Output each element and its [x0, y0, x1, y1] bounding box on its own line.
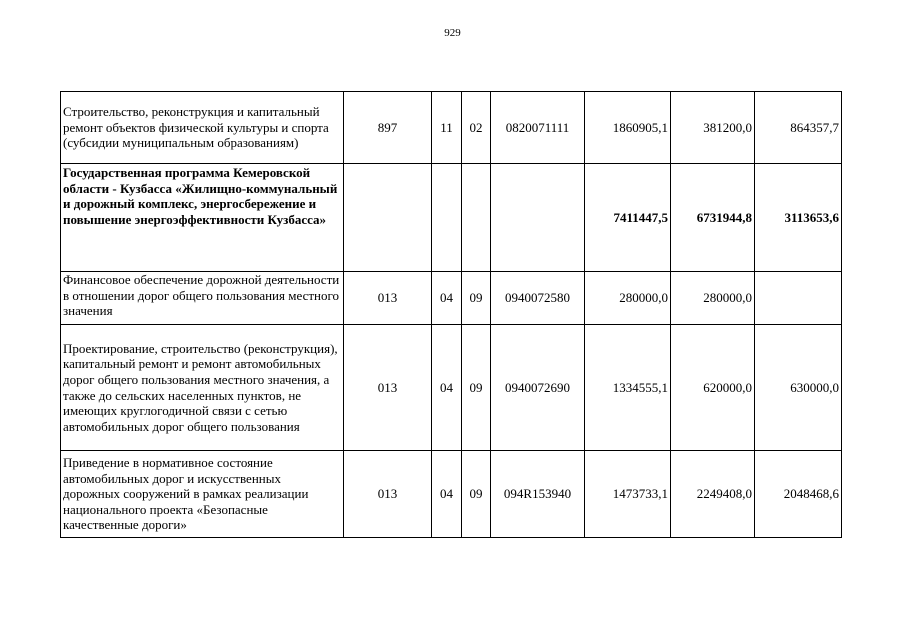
- row-name-cell: Приведение в нормативное состояние автомобильных дорог и искусственных дорожных сооружений в рамках реализации национального проекта «Безопасные качественные дороги»: [61, 451, 344, 538]
- amount-cell-3: 3113653,6: [755, 164, 842, 272]
- table-row: [61, 451, 842, 538]
- table-row: [61, 325, 842, 451]
- amount-cell-1: 1473733,1: [585, 451, 671, 538]
- amount-cell-3: 864357,7: [755, 92, 842, 164]
- target-article-cell: 094R153940: [491, 451, 585, 538]
- ministry-code-cell: 013: [344, 451, 432, 538]
- ministry-code-cell: 013: [344, 325, 432, 451]
- table-row: [61, 92, 842, 164]
- amount-cell-2: 620000,0: [671, 325, 755, 451]
- section-code-cell: 04: [432, 325, 462, 451]
- amount-cell-3: 2048468,6: [755, 451, 842, 538]
- target-article-cell: 0820071111: [491, 92, 585, 164]
- ministry-code-cell: [344, 164, 432, 272]
- section-code-cell: [432, 164, 462, 272]
- section-code-cell: 04: [432, 451, 462, 538]
- row-name-cell: Государственная программа Кемеровской области - Кузбасса «Жилищно-коммунальный и дорожный комплекс, энергосбережение и повышение энергоэффективности Кузбасса»: [61, 164, 344, 272]
- row-name-cell: Строительство, реконструкция и капитальный ремонт объектов физической культуры и спорта (субсидии муниципальным образованиям): [61, 92, 344, 164]
- subsection-code-cell: [462, 164, 491, 272]
- ministry-code-cell: 897: [344, 92, 432, 164]
- row-name-cell: Проектирование, строительство (реконструкция), капитальный ремонт и ремонт автомобильных дорог общего пользования местного значения, а также до сельских населенных пунктов, не имеющих круглогодичной связи с сетью автомобильных дорог общего пользования: [61, 325, 344, 451]
- target-article-cell: [491, 164, 585, 272]
- subsection-code-cell: 09: [462, 272, 491, 325]
- amount-cell-3: 630000,0: [755, 325, 842, 451]
- table-row: [61, 272, 842, 325]
- amount-cell-2: 381200,0: [671, 92, 755, 164]
- section-code-cell: 04: [432, 272, 462, 325]
- amount-cell-2: 280000,0: [671, 272, 755, 325]
- target-article-cell: 0940072690: [491, 325, 585, 451]
- row-name-cell: Финансовое обеспечение дорожной деятельности в отношении дорог общего пользования местного значения: [61, 272, 344, 325]
- amount-cell-1: 1860905,1: [585, 92, 671, 164]
- amount-cell-1: 7411447,5: [585, 164, 671, 272]
- amount-cell-1: 1334555,1: [585, 325, 671, 451]
- subsection-code-cell: 09: [462, 325, 491, 451]
- subsection-code-cell: 02: [462, 92, 491, 164]
- target-article-cell: 0940072580: [491, 272, 585, 325]
- amount-cell-3: [755, 272, 842, 325]
- amount-cell-2: 6731944,8: [671, 164, 755, 272]
- section-code-cell: 11: [432, 92, 462, 164]
- budget-table: [60, 91, 842, 538]
- amount-cell-1: 280000,0: [585, 272, 671, 325]
- amount-cell-2: 2249408,0: [671, 451, 755, 538]
- table-row: [61, 164, 842, 272]
- page-number: 929: [444, 27, 461, 39]
- subsection-code-cell: 09: [462, 451, 491, 538]
- ministry-code-cell: 013: [344, 272, 432, 325]
